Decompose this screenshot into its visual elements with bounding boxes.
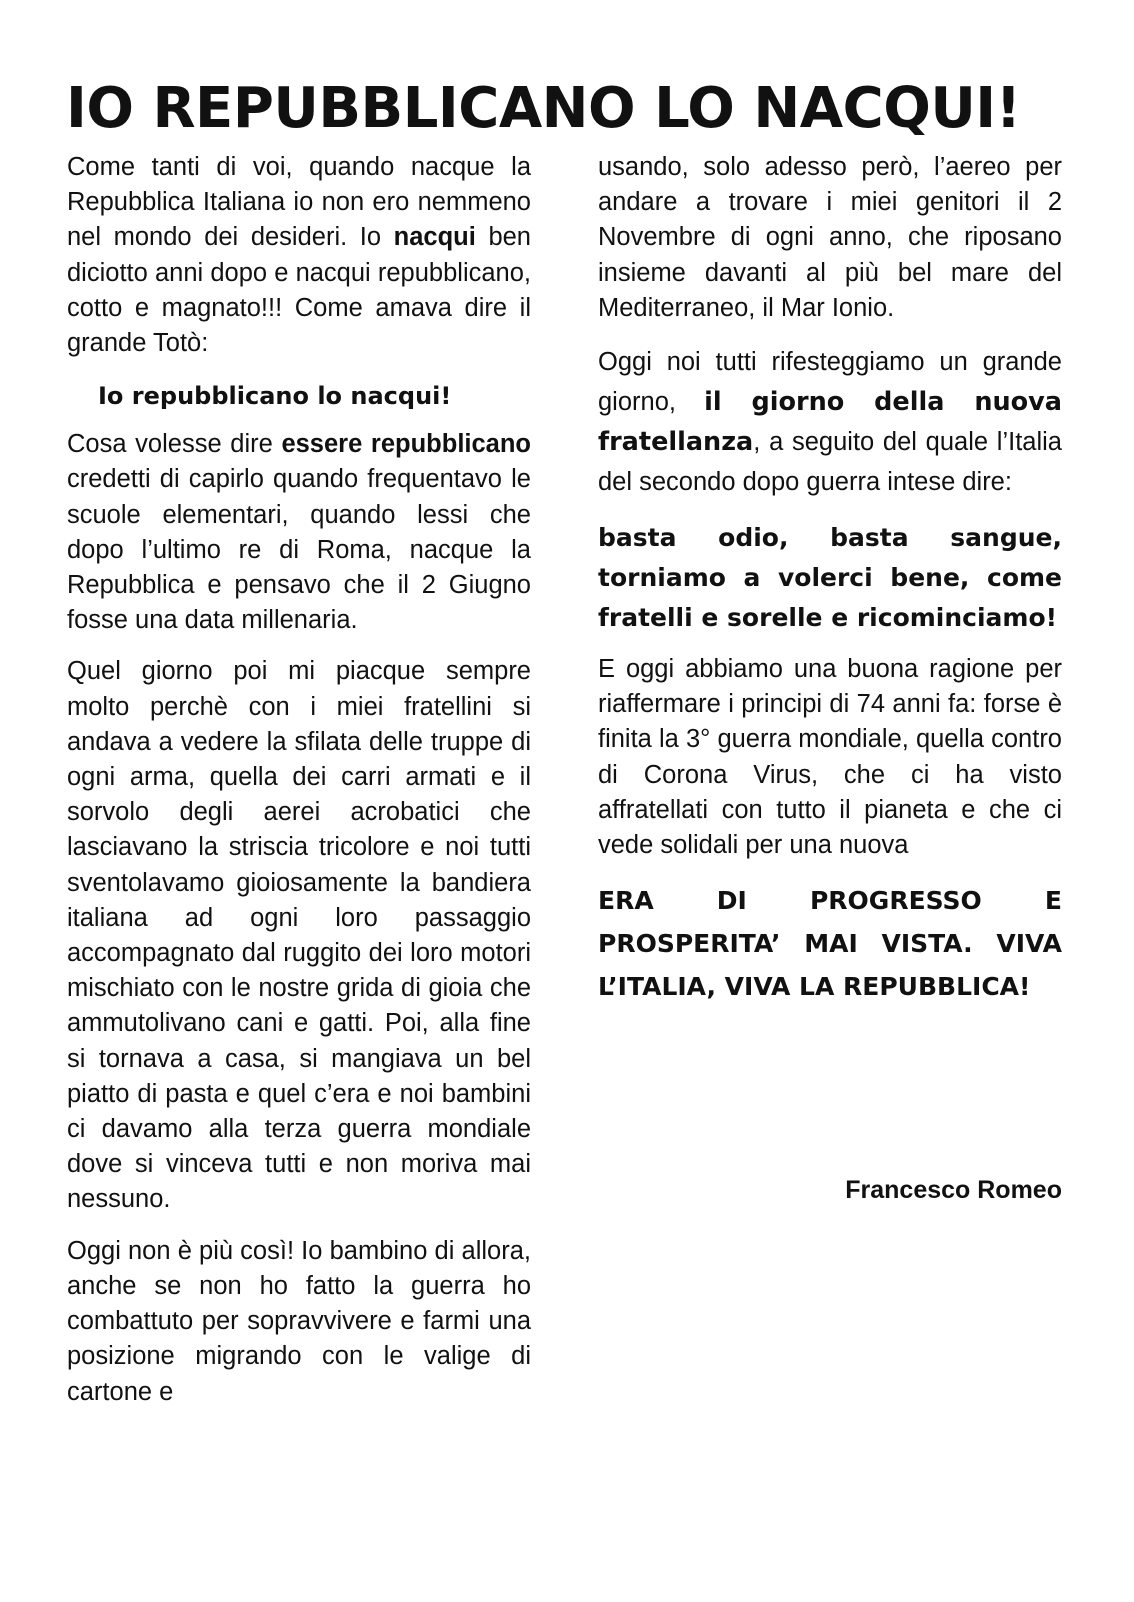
paragraph-today: Oggi non è più così! Io bambino di allora, anche se non ho fatto la guerra ho combattuto per sopravvivere e farmi una posizione migrando con le valige di cartone e — [67, 1236, 531, 1406]
paragraph-intro — [67, 150, 531, 361]
left-column — [67, 150, 531, 1426]
right-column — [598, 150, 1062, 1008]
intro-text-c: ben diciotto anni dopo e nacqui repubblicano, cotto e magnato!!! Come amava dire il grande Totò: — [67, 223, 531, 358]
intro-text-a: Come tanti di voi, quando nacque la Repubblica Italiana io non ero nemmeno nel mondo dei desideri. Io — [67, 153, 531, 252]
author-signature: Francesco Romeo — [845, 1176, 1062, 1204]
paragraph-school — [67, 427, 531, 638]
celebration-text-c: , a seguito del quale l’Italia del secondo dopo guerra intese dire: — [598, 428, 1062, 497]
closing-slogan: ERA DI PROGRESSO E PROSPERITA’ MAI VISTA. VIVA L’ITALIA, VIVA LA REPUBBLICA! — [598, 886, 1062, 1002]
paragraph-corona: E oggi abbiamo una buona ragione per riaffermare i principi di 74 anni fa: forse è finita la 3° guerra mondiale, quella contro di Corona Virus, che ci ha visto affratellati con tutto il pianeta e che ci vede solidali per una nuova — [598, 655, 1062, 860]
intro-bold-nacqui: nacqui — [393, 223, 476, 252]
school-text-a: Cosa volesse dire — [67, 430, 282, 459]
slogan-basta-odio: basta odio, basta sangue, torniamo a volerci bene, come fratelli e sorelle e ricominciamo! — [598, 523, 1062, 633]
paragraph-travel: usando, solo adesso però, l’aereo per andare a trovare i miei genitori il 2 Novembre di ogni anno, che riposano insieme davanti al più bel mare del Mediterraneo, il Mar Ionio. — [598, 153, 1062, 322]
paragraph-parade: Quel giorno poi mi piacque sempre molto perchè con i miei fratellini si andava a vedere la sfilata delle truppe di ogni arma, quella dei carri armati e il sorvolo degli aerei acrobatici che lasciavano la striscia tricolore e noi tutti sventolavamo gioiosamente la bandiera italiana ad ogni loro passaggio accompagnato dal ruggito dei loro motori mischiato con le nostre grida di gioia che ammutolivano cani e gatti. Poi, alla fine si tornava a casa, si mangiava un bel piatto di pasta e quel c’era e noi bambini ci davamo alla terza guerra mondiale dove si vinceva tutti e non moriva mai nessuno. — [67, 657, 531, 1214]
toto-quote: Io repubblicano lo nacqui! — [98, 382, 452, 411]
celebration-text-a: Oggi noi tutti rifesteggiamo un grande giorno, — [598, 348, 1062, 417]
article-title: IO REPUBBLICANO LO NACQUI! — [66, 76, 1021, 141]
celebration-bold-fratellanza: il giorno della nuova fratellanza — [598, 387, 1062, 458]
paragraph-celebration — [598, 342, 1062, 502]
school-bold-essere-repubblicano: essere repubblicano — [281, 430, 532, 459]
school-text-c: credetti di capirlo quando frequentavo le scuole elementari, quando lessi che dopo l’ultimo re di Roma, nacque la Repubblica e pensavo che il 2 Giugno fosse una data millenaria. — [67, 465, 531, 635]
